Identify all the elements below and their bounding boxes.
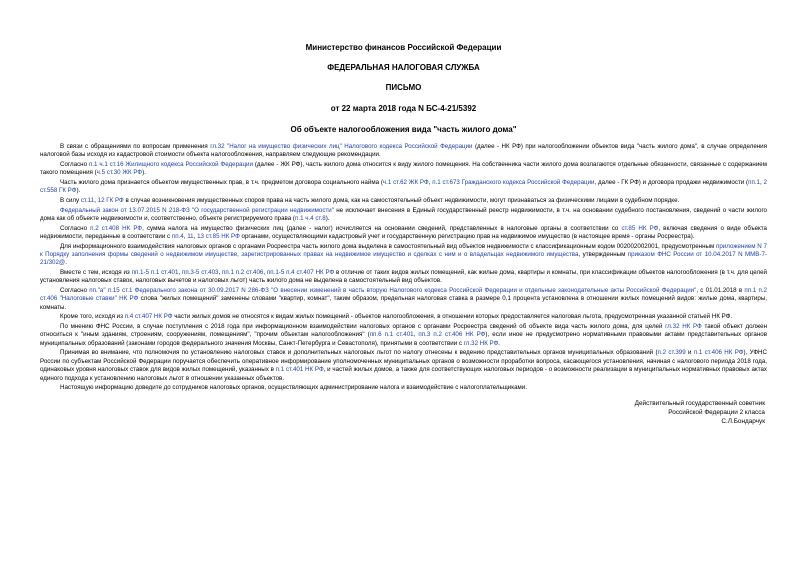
document-subject: Об объекте налогообложения вида "часть жилого дома" <box>290 125 517 134</box>
paragraph-text: , <box>178 269 182 276</box>
legal-reference-link[interactable]: ст.11 <box>80 197 95 204</box>
legal-reference-link[interactable]: п.2 ст.408 НК РФ <box>90 224 143 232</box>
legal-reference-link[interactable]: ч.1 ст.62 ЖК РФ <box>382 179 429 186</box>
paragraph-text: органами, осуществляющими кадастровый учет и государственную регистрацию прав на недвижимое имущество (в настоящее время - органы Росреестра). <box>239 233 695 240</box>
legal-reference-link[interactable]: ч.5 ст.30 ЖК РФ <box>96 169 143 177</box>
body-paragraph <box>40 197 767 205</box>
legal-reference-link[interactable]: пп.3-5 ст.403 <box>182 269 219 276</box>
paragraph-text: Согласно <box>60 287 90 294</box>
paragraph-text: Принимая во внимание, что полномочия по установлению налоговых ставок и дополнительных налоговых льгот по налогу отнесены к ведению представительных органов муниципальных образований ( <box>60 349 658 357</box>
legal-reference-link[interactable]: пп.1 <box>748 179 760 186</box>
paragraph-text: , и частей жилых домов, а также для соответствующих налоговых периодов - о возможности реализации в муниципальных нормативных правовых актах единого подхода к установлению налоговых льгот в отношении указанных объектов. <box>40 366 768 382</box>
paragraph-text: Согласно <box>60 224 91 232</box>
paragraph-text: ). <box>76 187 81 195</box>
legal-reference-link[interactable]: ст.85 НК РФ <box>621 224 659 232</box>
paragraph-text: , сумма налога на имущество физических лиц (далее - налог) исчисляется на основании сведений, представленных в налоговые органы в соответствии со <box>142 224 622 232</box>
paragraph-text: , <box>193 233 198 240</box>
legal-reference-link[interactable]: гл.32 НК РФ <box>665 323 702 330</box>
letter-body <box>40 143 767 393</box>
legal-reference-link[interactable]: п.1 ч.1 ст.16 Жилищного кодекса Российской Федерации <box>88 161 253 168</box>
legal-reference-link[interactable]: пп.6 п.1 ст.401 <box>369 331 414 339</box>
paragraph-text: , с 01.01.2018 в <box>696 287 745 294</box>
signer-name: С.Л.Бондарчук <box>721 418 765 426</box>
legal-reference-link[interactable]: гл.32 НК РФ <box>463 339 499 347</box>
legal-reference-link[interactable]: пп.3 п.2 ст.406 НК РФ <box>418 331 486 339</box>
paragraph-text: В силу <box>60 197 81 204</box>
legal-reference-link[interactable]: пп.1-5 п.4 ст.407 НК РФ <box>266 269 335 276</box>
body-paragraph <box>40 287 767 312</box>
paragraph-text: Согласно <box>60 161 89 168</box>
legal-reference-link[interactable]: 11 <box>187 233 194 240</box>
paragraph-text: . <box>498 339 501 347</box>
legal-reference-link[interactable]: пп.1-5 п.1 ст.401 <box>131 269 179 276</box>
paragraph-text: не исключает внесения в Единый государственный реестр недвижимости, в т.ч. на основании судебного постановления, сведений о части жилого дома как об объекте недвижимости и, соответственно, объекте регистрируемого права ( <box>40 206 767 222</box>
legal-reference-link[interactable]: пп."а" п.15 ст.1 Федерального закона от 30.09.2017 N 286-ФЗ "О внесении изменений в часть вторую Налогового кодекса Российской Федерации и отдельные законодательные акты Российской Федерации" <box>89 287 697 294</box>
paragraph-text: , далее - ГК РФ) и договора продажи недвижимости ( <box>594 179 749 186</box>
document-type: ПИСЬМО <box>385 83 422 92</box>
document-date-number: от 22 марта 2018 года N БС-4-21/5392 <box>330 104 477 113</box>
body-paragraph <box>40 323 767 348</box>
body-paragraph <box>40 179 767 196</box>
paragraph-text: Часть жилого дома признается объектом имущественных прав, в т.ч. предметом договора социального найма ( <box>60 179 383 186</box>
paragraph-text: Настоящую информацию доведите до сотрудников налоговых органов, осуществляющих администрирование налога и взаимодействие с налогоплательщиками. <box>60 384 527 392</box>
paragraph-text: . <box>65 259 67 267</box>
paragraph-text: , <box>94 197 98 204</box>
body-paragraph <box>40 313 767 321</box>
legal-reference-link[interactable]: пп.1 п.2 ст.406 "Налоговые ставки" НК РФ <box>40 287 767 303</box>
paragraph-text: слова "жилых помещений" заменены словами "квартир, комнат", таким образом, предельная налоговая ставка в размере 0,1 процента установлена в отношении жилых помещений видов: жилые дома, квартиры, комнаты. <box>40 295 767 311</box>
paragraph-text: , <box>413 331 419 339</box>
body-paragraph <box>40 269 767 286</box>
body-paragraph <box>40 384 767 392</box>
legal-reference-link[interactable]: пп.1 п.2 ст.406 <box>222 269 264 276</box>
paragraph-text: , <box>183 233 188 240</box>
paragraph-text: ), если иное не предусмотрено нормативными правовыми актами представительных органов муниципальных образований (законами городов федерального значения Москвы, Санкт-Петербурга и Севастополя), принятыми в соответствии с <box>40 331 767 347</box>
paragraph-text: , утвержденным <box>578 251 628 258</box>
legal-reference-link[interactable]: 13 ст.85 НК РФ <box>197 233 240 240</box>
legal-reference-link[interactable]: 12 ГК РФ <box>97 197 124 204</box>
paragraph-text: в случае возникновения имущественных споров права на часть жилого дома, как на самостоятельный объект недвижимости, могут признаваться за физическими лицами в судебном порядке. <box>123 197 680 204</box>
paragraph-text: , <box>760 179 764 186</box>
paragraph-text: такой объект должен относиться к "иным зданиям, строениям, сооружениям, помещениям", "прочим объектам налогообложения" ( <box>40 323 767 339</box>
legal-reference-link[interactable]: Федеральный закон от 13.07.2015 N 218-ФЗ "О государственной регистрации недвижимости" <box>60 206 334 214</box>
paragraph-text: ). <box>142 169 146 177</box>
legal-reference-link[interactable]: приложением N 7 к Порядку заполнения формы сведений о недвижимом имуществе, зарегистрированных правах на недвижимое имущество и сделках с ним и о владельцах недвижимого имущества <box>40 242 767 258</box>
ministry-title: Министерство финансов Российской Федерации <box>305 43 502 52</box>
legal-reference-link[interactable]: п.2 ст.399 <box>657 349 686 357</box>
paragraph-text: (далее - НК РФ) при налогообложении объектов вида "часть жилого дома", в случае определения налоговой базы исходя из кадастровой стоимости объекта налогообложения, направляем следующие рекомендации. <box>40 143 767 159</box>
legal-reference-link[interactable]: п.1 ст.673 Гражданского кодекса Российской Федерации <box>432 179 595 186</box>
legal-reference-link[interactable]: пп.4 <box>171 233 184 240</box>
body-paragraph <box>40 243 767 268</box>
paragraph-text: , <box>218 269 223 276</box>
body-paragraph <box>40 207 767 224</box>
body-paragraph <box>40 161 767 178</box>
body-paragraph <box>40 143 767 160</box>
legal-reference-link[interactable]: п.4 ст.407 НК РФ <box>124 313 173 321</box>
paragraph-text: , <box>428 179 433 186</box>
body-paragraph <box>40 225 767 242</box>
signer-position-line-2: Российской Федерации 2 класса <box>668 408 765 416</box>
legal-reference-link[interactable]: гл.32 "Налог на имущество физических лиц" Налогового кодекса Российской Федерации <box>210 143 473 150</box>
body-paragraph <box>40 349 767 383</box>
paragraph-text: , <box>263 269 267 276</box>
paragraph-text: Для информационного взаимодействия налоговых органов с органами Росреестра часть жилого дома выделена в самостоятельный вид объектов недвижимости с классификационным кодом 002002002001, предусмотренным <box>60 242 717 250</box>
paragraph-text: части жилых домов не относятся к видам жилых помещений - объектов налогообложения, в отношении которых предоставляется налоговая льгота, предусмотренная указанной статьей НК РФ. <box>172 313 733 321</box>
paragraph-text: в отличие от таких видов жилых помещений, как жилые дома, квартиры и комнаты, при классификации объектов налогообложения (в т.ч. для целей установления налоговых ставок, налоговых вычетов и налоговых льгот) часть жилого дома не выделена в самостоятельный вид объектов. <box>40 269 767 285</box>
paragraph-text: (далее - ЖК РФ), часть жилого дома относится к виду жилого помещения. На собственника части жилого дома возлагаются отдельные обязанности, связанные с содержанием такого помещения ( <box>40 161 767 177</box>
paragraph-text: По мнению ФНС России, в случае поступления с 2018 года при информационном взаимодействии налоговых органов с органами Росреестра сведений об объекте вида часть жилого дома, для целей <box>60 323 666 330</box>
paragraph-text: В связи с обращениями по вопросам применения <box>60 143 211 150</box>
signature-block <box>40 399 767 427</box>
legal-reference-link[interactable]: п.1 ст.401 НК РФ <box>275 366 324 374</box>
paragraph-text: ). <box>325 215 330 222</box>
legal-reference-link[interactable]: п.1 ч.4 ст.8 <box>295 215 326 222</box>
paragraph-text: ), УФНС России по субъектам Российской Федерации поручается обеспечить оперативное информирование уполномоченных муниципальных органов о возможности проработки вопроса, касающегося установления, начиная с налогового периода 2018 года, одинаковых уровня налоговых ставок для видов жилых помещений, указанных в <box>40 349 767 374</box>
paragraph-text: Вместе с тем, исходя из <box>60 269 132 276</box>
legal-reference-link[interactable]: п.1 ст.406 НК РФ <box>693 349 744 357</box>
signer-position-line-1: Действительный государственный советник <box>634 399 765 407</box>
legal-reference-link[interactable]: 2 ст.558 ГК РФ <box>40 179 767 195</box>
paragraph-text: , включая сведения о виде объекта недвижимости, переданные в соответствии с <box>40 224 767 240</box>
service-title: ФЕДЕРАЛЬНАЯ НАЛОГОВАЯ СЛУЖБА <box>327 63 480 72</box>
legal-reference-link[interactable]: приказом ФНС России от 10.04.2017 N ММВ-7-21/302@ <box>40 251 767 267</box>
paragraph-text: и <box>685 349 694 357</box>
paragraph-text: Кроме того, исходя из <box>60 313 125 321</box>
